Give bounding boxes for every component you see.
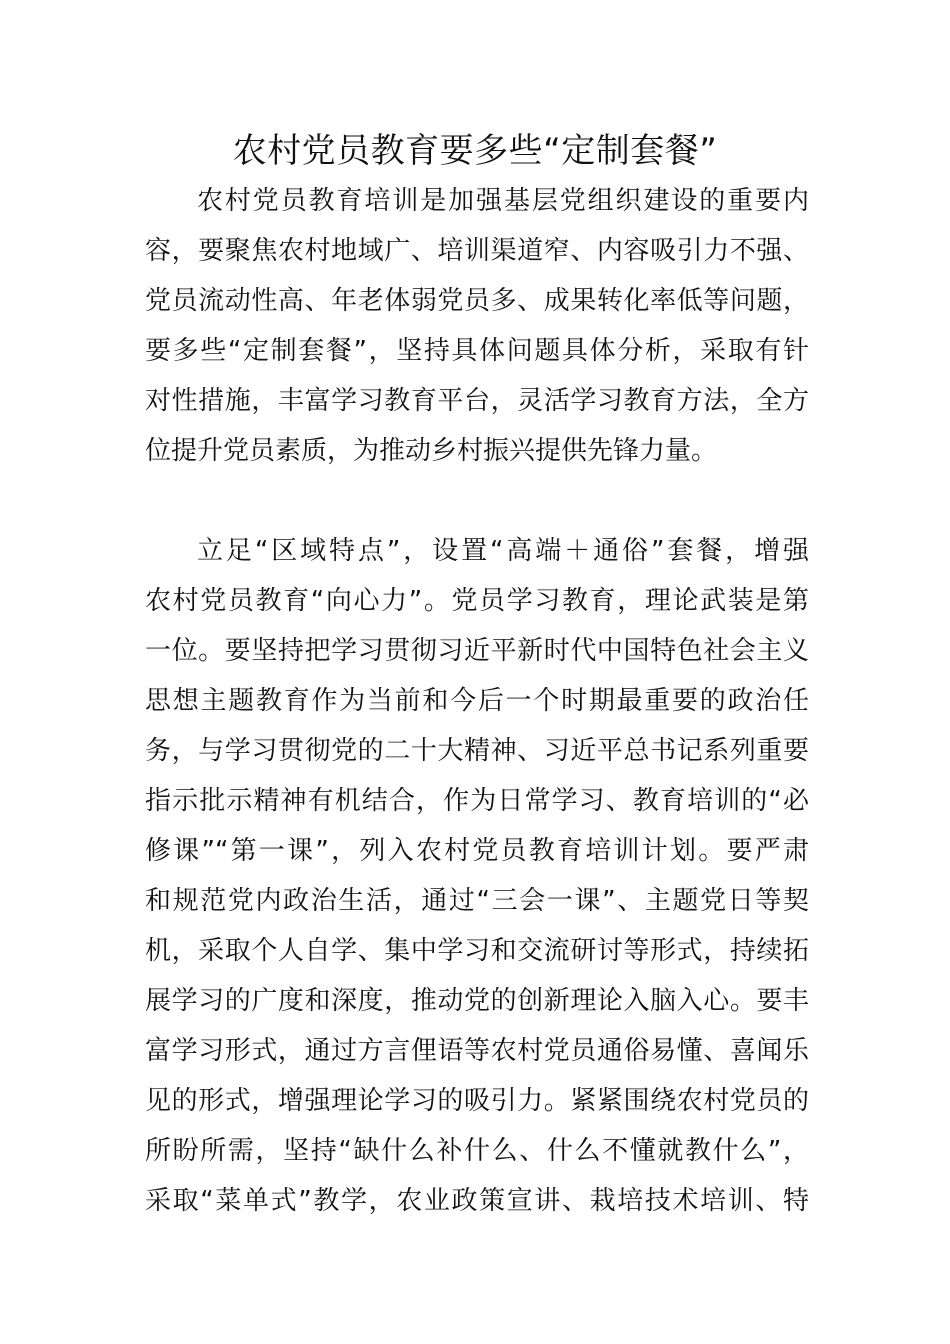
paragraph-line: 对性措施，丰富学习教育平台，灵活学习教育方法，全方 xyxy=(145,386,809,416)
paragraph-2 xyxy=(145,526,809,1226)
paragraph-line: 党员流动性高、年老体弱党员多、成果转化率低等问题， xyxy=(145,286,809,316)
paragraph-line: 所盼所需，坚持“缺什么补什么、什么不懂就教什么”， xyxy=(145,1136,809,1166)
paragraph-line: 思想主题教育作为当前和今后一个时期最重要的政治任 xyxy=(145,686,809,716)
paragraph-line: 容，要聚焦农村地域广、培训渠道窄、内容吸引力不强、 xyxy=(145,236,809,266)
paragraph-line: 要多些“定制套餐”，坚持具体问题具体分析，采取有针 xyxy=(145,336,809,366)
paragraph-line: 修课”“第一课”，列入农村党员教育培训计划。要严肃 xyxy=(145,836,809,866)
paragraph-line: 农村党员教育培训是加强基层党组织建设的重要内 xyxy=(197,186,809,216)
document-title: 农村党员教育要多些“定制套餐” xyxy=(232,131,718,171)
paragraph-line: 立足“区域特点”，设置“高端＋通俗”套餐，增强 xyxy=(197,536,809,566)
paragraph-line: 和规范党内政治生活，通过“三会一课”、主题党日等契 xyxy=(145,886,809,916)
paragraph-line: 展学习的广度和深度，推动党的创新理论入脑入心。要丰 xyxy=(145,986,809,1016)
paragraph-line: 位提升党员素质，为推动乡村振兴提供先锋力量。 xyxy=(145,436,718,466)
paragraph-line: 富学习形式，通过方言俚语等农村党员通俗易懂、喜闻乐 xyxy=(145,1036,809,1066)
paragraph-1 xyxy=(145,176,809,476)
paragraph-line: 农村党员教育“向心力”。党员学习教育，理论武装是第 xyxy=(145,586,809,616)
paragraph-line: 机，采取个人自学、集中学习和交流研讨等形式，持续拓 xyxy=(145,936,809,966)
paragraph-line: 务，与学习贯彻党的二十大精神、习近平总书记系列重要 xyxy=(145,736,809,766)
paragraph-line: 一位。要坚持把学习贯彻习近平新时代中国特色社会主义 xyxy=(145,636,809,666)
paragraph-line: 指示批示精神有机结合，作为日常学习、教育培训的“必 xyxy=(145,786,809,816)
paragraph-line: 采取“菜单式”教学，农业政策宣讲、栽培技术培训、特 xyxy=(145,1186,809,1216)
paragraph-line: 见的形式，增强理论学习的吸引力。紧紧围绕农村党员的 xyxy=(145,1086,809,1116)
